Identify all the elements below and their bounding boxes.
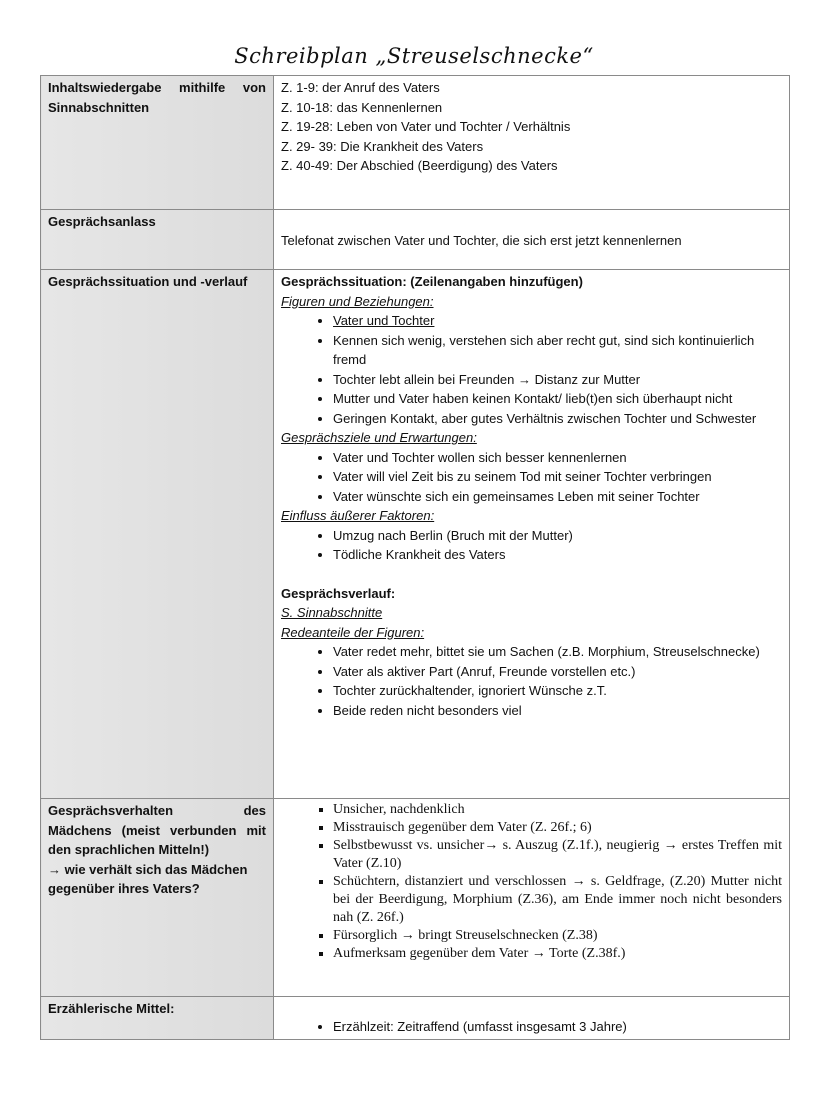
list-item: • Vater redet mehr, bittet sie um Sachen (z.B. Morphium, Streuselschnecke) (333, 642, 782, 662)
section-line: Z. 1-9: der Anruf des Vaters (281, 80, 440, 95)
list-item: • Vater als aktiver Part (Anruf, Freunde vorstellen etc.) (333, 662, 782, 682)
list-item: • Vater will viel Zeit bis zu seinem Tod mit seiner Tochter verbringen (333, 467, 782, 487)
subheading: Gesprächsziele und Erwartungen: (281, 430, 477, 445)
list-item: • Umzug nach Berlin (Bruch mit der Mutter) (333, 526, 782, 546)
writing-plan-table (40, 75, 790, 1040)
list-item: • Beide reden nicht besonders viel (333, 701, 782, 721)
row-label: Inhaltswiedergabe mithilfe von Sinnabschnitten (41, 76, 274, 210)
list-item: • Geringen Kontakt, aber gutes Verhältnis zwischen Tochter und Schwester (333, 409, 782, 429)
list-item: ▪ Aufmerksam gegenüber dem Vater → Torte (Z.38f.) (333, 945, 782, 963)
list-item: • Vater und Tochter wollen sich besser kennenlernen (333, 448, 782, 468)
row-label: Erzählerische Mittel: (41, 997, 274, 1040)
label-text: Gesprächsverhalten des Mädchens (meist verbunden mit den sprachlichen Mitteln!) (48, 803, 266, 857)
table-row (41, 76, 790, 210)
section-line: Z. 40-49: Der Abschied (Beerdigung) des Vaters (281, 158, 558, 173)
section-line: Z. 29- 39: Die Krankheit des Vaters (281, 138, 484, 154)
row-label (41, 799, 274, 997)
section-line: Z. 10-18: das Kennenlernen (281, 99, 443, 115)
heading: Gesprächssituation: (Zeilenangaben hinzufügen) (281, 274, 583, 289)
table-row (41, 799, 790, 997)
subheading: Einfluss äußerer Faktoren: (281, 508, 435, 523)
list-item: • Tödliche Krankheit des Vaters (333, 545, 782, 565)
list-item: ▪ Selbstbewusst vs. unsicher→ s. Auszug (Z.1f.), neugierig → erstes Treffen mit Vater (Z.10) (333, 837, 782, 873)
table-row (41, 997, 790, 1040)
row-content (274, 270, 790, 799)
row-content (274, 799, 790, 997)
list-item: ▪ Schüchtern, distanziert und verschlossen → s. Geldfrage, (Z.20) Mutter nicht bei der Beerdigung, Morphium (Z.36), am Ende immer noch nicht besonders nah (Z. 26f.) (333, 873, 782, 927)
table-row (41, 210, 790, 270)
label-question: → wie verhält sich das Mädchen gegenüber ihres Vaters? (48, 861, 248, 896)
document-title: Schreibplan „Streuselschnecke“ (234, 44, 594, 68)
row-label: Gesprächssituation und -verlauf (41, 270, 274, 799)
table-row (41, 270, 790, 799)
list-item: • Tochter zurückhaltender, ignoriert Wünsche z.T. (333, 681, 782, 701)
list-item: ▪ Fürsorglich → bringt Streuselschnecken (Z.38) (333, 927, 782, 945)
list-item: • Vater und Tochter (333, 311, 782, 331)
row-text: Telefonat zwischen Vater und Tochter, die sich erst jetzt kennenlernen (281, 233, 682, 248)
row-content (274, 210, 790, 270)
subheading: S. Sinnabschnitte (281, 605, 383, 620)
list-item: • Mutter und Vater haben keinen Kontakt/ lieb(t)en sich überhaupt nicht (333, 389, 782, 409)
list-item: ▪ Unsicher, nachdenklich (333, 801, 782, 819)
list-item: • Vater wünschte sich ein gemeinsames Leben mit seiner Tochter (333, 487, 782, 507)
subheading: Redeanteile der Figuren: (281, 624, 425, 640)
list-item: • Tochter lebt allein bei Freunden → Distanz zur Mutter (333, 370, 782, 390)
row-label: Gesprächsanlass (41, 210, 274, 270)
list-item: • Erzählzeit: Zeitraffend (umfasst insgesamt 3 Jahre) (333, 1017, 782, 1037)
list-item: ▪ Misstrauisch gegenüber dem Vater (Z. 26f.; 6) (333, 819, 782, 837)
section-line: Z. 19-28: Leben von Vater und Tochter / Verhältnis (281, 119, 571, 134)
heading: Gesprächsverlauf: (281, 585, 396, 601)
row-content (274, 76, 790, 210)
list-item: • Kennen sich wenig, verstehen sich aber recht gut, sind sich kontinuierlich fremd (333, 331, 782, 370)
row-content (274, 997, 790, 1040)
subheading: Figuren und Beziehungen: (281, 293, 434, 309)
